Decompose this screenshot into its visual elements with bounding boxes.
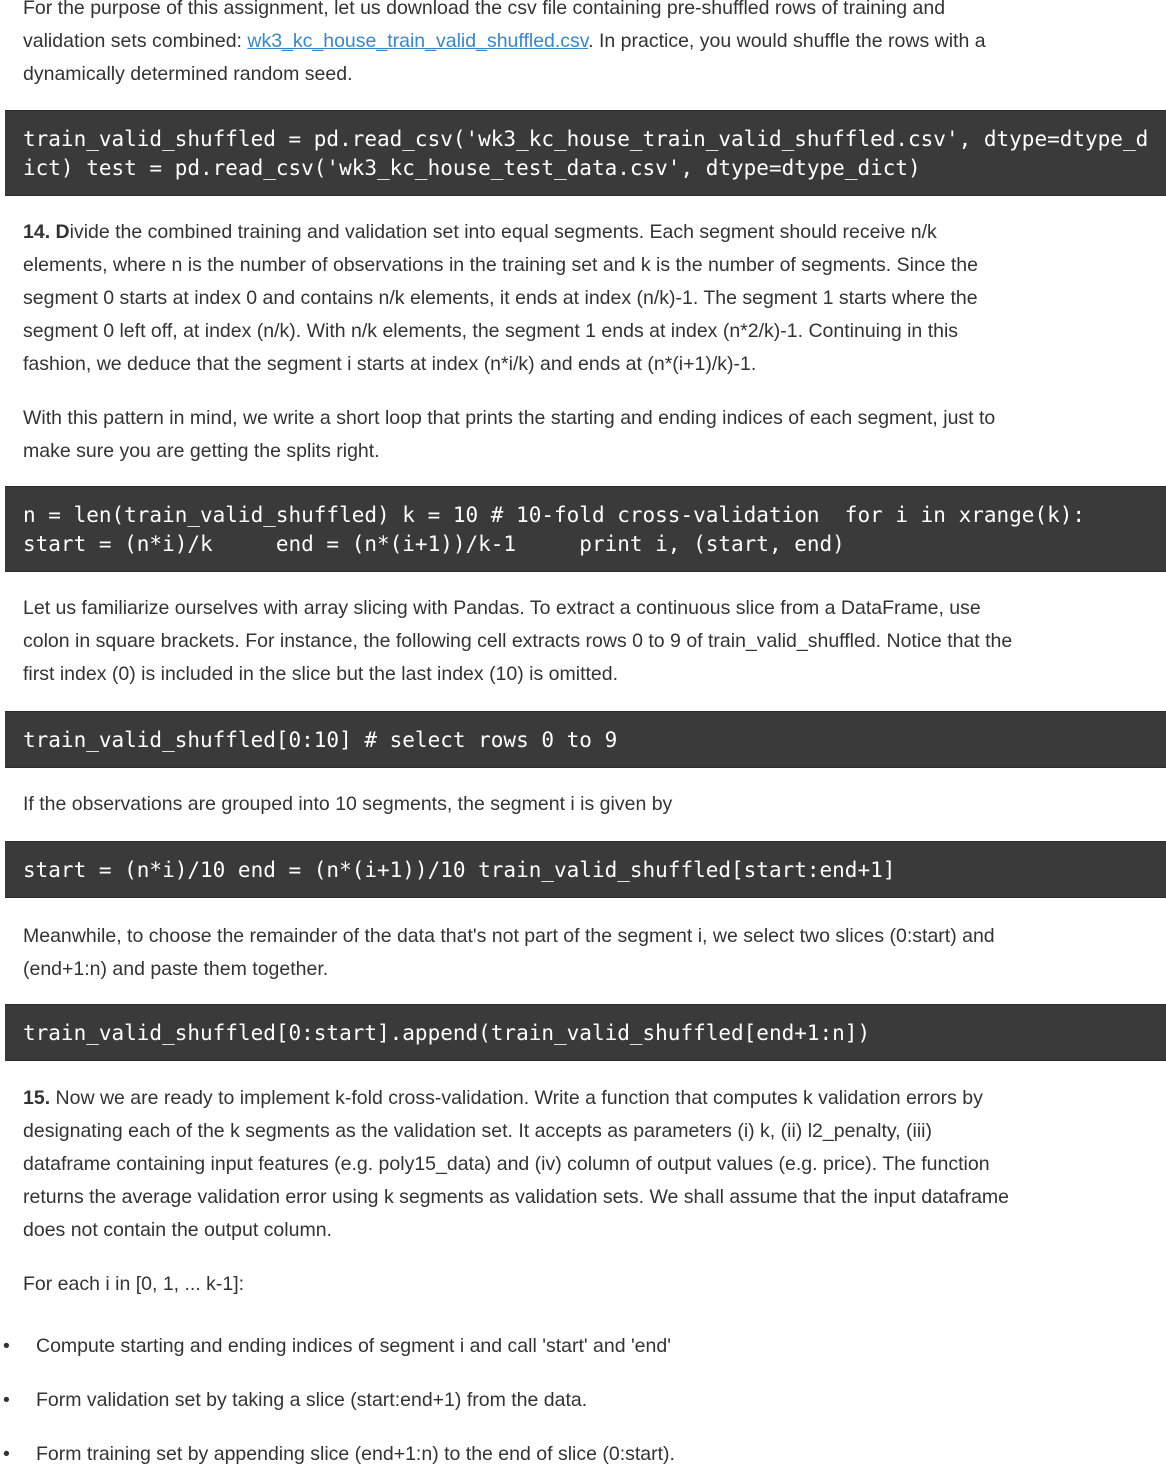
- list-item-text: Compute starting and ending indices of segment i and call 'start' and 'end': [36, 1335, 671, 1357]
- code-block-append: train_valid_shuffled[0:start].append(train_valid_shuffled[end+1:n]): [5, 1004, 1166, 1061]
- bullet-dot: •: [3, 1443, 10, 1465]
- remainder-paragraph: Meanwhile, to choose the remainder of the data that's not part of the segment i, we select two slices (0:start) and (end+1:n) and paste them together.: [23, 925, 995, 980]
- step-14-paragraph: [23, 216, 1148, 381]
- list-item-text: Form training set by appending slice (end+1:n) to the end of slice (0:start).: [36, 1443, 675, 1465]
- step-15-number: 15.: [23, 1087, 51, 1109]
- step-15-text: Now we are ready to implement k-fold cross-validation. Write a function that computes k validation errors by designating each of the k segments as the validation set. It accepts as parameters (i) k, (ii) l2_penalty, (iii) dataframe containing input features (e.g. poly15_data) and (iv) column of output values (e.g. price). The function returns the average validation error using k segments as validation sets. We shall assume that the input dataframe does not contain the output column.: [23, 1087, 1009, 1241]
- bullet-dot: •: [3, 1335, 10, 1357]
- segment-paragraph: If the observations are grouped into 10 segments, the segment i is given by: [23, 793, 673, 815]
- list-item-text: Form validation set by taking a slice (start:end+1) from the data.: [36, 1389, 588, 1411]
- code-block-loop: n = len(train_valid_shuffled) k = 10 # 10-fold cross-validation for i in xrange(k): start = (n*i)/k end = (n*(i+1))/k-1 print i, (start, end): [5, 486, 1166, 572]
- step-14-number: 14. D: [23, 221, 70, 243]
- code-block-read-csv: train_valid_shuffled = pd.read_csv('wk3_kc_house_train_valid_shuffled.csv', dtype=dtype_d ict) test = pd.read_csv('wk3_kc_house_test_data.csv', dtype=dtype_dict): [5, 110, 1166, 196]
- intro-text-before: For the purpose of this assignment, let us download the csv file containing pre-shuffled rows of training and validation sets combined:: [23, 0, 946, 52]
- step-15-paragraph: [23, 1082, 1148, 1247]
- intro-paragraph: [23, 0, 1148, 91]
- code-block-slice: train_valid_shuffled[0:10] # select rows 0 to 9: [5, 711, 1166, 768]
- for-each-paragraph: For each i in [0, 1, ... k-1]:: [23, 1273, 245, 1295]
- slicing-paragraph: Let us familiarize ourselves with array slicing with Pandas. To extract a continuous slice from a DataFrame, use colon in square brackets. For instance, the following cell extracts rows 0 to 9 of train_valid_shuffled. Notice that the first index (0) is included in the slice but the last index (10) is omitted.: [23, 597, 1013, 685]
- step-14-text: ivide the combined training and validation set into equal segments. Each segment should receive n/k elements, where n is the number of observations in the training set and k is the number of segments. Since the segment 0 starts at index 0 and contains n/k elements, it ends at index (n/k)-1. The segment 1 starts where the segment 0 left off, at index (n/k). With n/k elements, the segment 1 ends at index (n*2/k)-1. Continuing in this fashion, we deduce that the segment i starts at index (n*i/k) and ends at (n*(i+1)/k)-1.: [23, 221, 978, 375]
- code-block-segment: start = (n*i)/10 end = (n*(i+1))/10 train_valid_shuffled[start:end+1]: [5, 841, 1166, 898]
- intro-text-after: . In practice, you would shuffle the rows with a dynamically determined random seed.: [23, 30, 986, 85]
- csv-download-link[interactable]: wk3_kc_house_train_valid_shuffled.csv: [247, 30, 589, 52]
- bullet-dot: •: [3, 1389, 10, 1411]
- loop-paragraph: With this pattern in mind, we write a short loop that prints the starting and ending indices of each segment, just to make sure you are getting the splits right.: [23, 407, 996, 462]
